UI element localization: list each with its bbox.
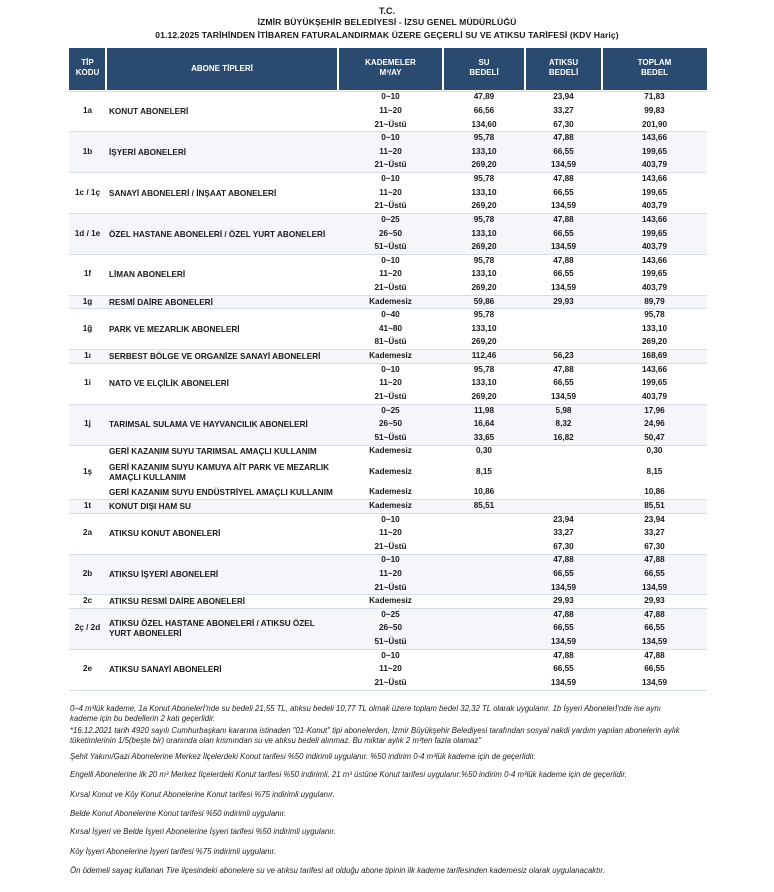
- kademe-cell: 0~10: [381, 133, 400, 143]
- toplam-bedel-cell: 24,96: [644, 419, 665, 429]
- kademe-cell: 0~40: [381, 310, 400, 320]
- atiksu-bedeli-cell: 47,88: [553, 133, 574, 143]
- su-bedeli-cell: 269,20: [471, 201, 497, 211]
- toplam-bedel-cell: 134,59: [641, 582, 668, 592]
- kademe-cell: 51~Üstü: [374, 637, 407, 647]
- atiksu-bedeli-cell: 66,55: [553, 228, 574, 238]
- toplam-bedel-cell: 403,79: [641, 201, 668, 211]
- atiksu-bedeli-cell: 66,55: [553, 664, 574, 674]
- tip-kodu-cell: 1ş: [82, 466, 93, 476]
- group-separator: [69, 499, 707, 500]
- kademe-cell: 21~Üstü: [374, 119, 407, 129]
- kademe-cell: 11~20: [379, 146, 402, 156]
- toplam-bedel-cell: 85,51: [644, 500, 665, 510]
- header-abone-tipleri: ABONE TİPLERİ: [191, 64, 253, 73]
- kademe-cell: Kademesiz: [369, 596, 412, 606]
- note-line: Belde Konut Abonelerine Konut tarifesi %50 indirimli uygulanır.: [70, 809, 287, 818]
- toplam-bedel-cell: 269,20: [641, 337, 668, 347]
- kademe-cell: 0~10: [381, 92, 400, 102]
- toplam-bedel-cell: 199,65: [641, 378, 668, 388]
- toplam-bedel-cell: 66,55: [644, 569, 665, 578]
- kademe-cell: 11~20: [379, 569, 402, 578]
- su-bedeli-cell: 269,20: [471, 391, 497, 401]
- group-separator: [69, 254, 707, 255]
- atiksu-bedeli-cell: 8,32: [555, 419, 572, 429]
- atiksu-bedeli-cell: 134,59: [550, 160, 577, 170]
- toplam-bedel-cell: 0,30: [646, 446, 663, 456]
- atiksu-bedeli-cell: 67,30: [553, 119, 574, 129]
- atiksu-bedeli-cell: 47,88: [553, 255, 574, 265]
- toplam-bedel-cell: 67,30: [644, 541, 665, 551]
- kademe-cell: 21~Üstü: [374, 160, 407, 170]
- note-line: Ön ödemeli sayaç kullanan Tire ilçesindeki abonelere su ve atıksu tarifesi ait olduğu abone tipinin ilk kademe tarifesinden kademesiz olarak uygulanacaktır.: [70, 866, 605, 875]
- atiksu-bedeli-cell: 47,88: [553, 174, 574, 184]
- atiksu-bedeli-cell: 134,59: [550, 282, 577, 292]
- su-bedeli-cell: 269,20: [471, 337, 497, 347]
- atiksu-bedeli-cell: 33,27: [553, 528, 574, 538]
- su-bedeli-cell: 33,65: [473, 432, 495, 442]
- subscriber-type-name: ATIKSU SANAYİ ABONELERİ: [109, 665, 222, 675]
- su-bedeli-cell: 269,20: [471, 160, 497, 170]
- atiksu-bedeli-cell: 66,55: [553, 146, 574, 156]
- subscriber-type-name: TARIMSAL SULAMA VE HAYVANCILIK ABONELERİ: [109, 420, 308, 430]
- su-bedeli-cell: 66,56: [473, 105, 495, 115]
- kademe-cell: 51~Üstü: [374, 242, 407, 252]
- toplam-bedel-cell: 201,90: [641, 119, 668, 129]
- atiksu-bedeli-cell: 23,94: [553, 92, 574, 102]
- group-separator: [69, 608, 707, 609]
- group-separator: [69, 213, 707, 214]
- tip-kodu-cell: 1b: [82, 146, 93, 156]
- tip-kodu-cell: 2a: [82, 528, 93, 538]
- tip-kodu-cell: 1i: [84, 378, 91, 388]
- atiksu-bedeli-cell: 56,23: [553, 351, 574, 361]
- tip-kodu-cell: 1f: [83, 269, 92, 279]
- toplam-bedel-cell: 199,65: [641, 187, 668, 197]
- note-line: Köy İşyeri Abonelerine İşyeri tarifesi %75 indirimli uygulanır.: [70, 847, 277, 856]
- kademe-cell: Kademesiz: [369, 487, 412, 497]
- toplam-bedel-cell: 133,10: [641, 323, 668, 333]
- toplam-bedel-cell: 95,78: [644, 310, 665, 320]
- kademe-cell: 0~10: [381, 364, 400, 374]
- kademe-cell: 0~10: [381, 514, 400, 524]
- tip-kodu-cell: 1ğ: [82, 323, 93, 333]
- kademe-cell: 21~Üstü: [374, 282, 407, 292]
- subscriber-type-name: RESMİ DAİRE ABONELERİ: [109, 297, 213, 307]
- toplam-bedel-cell: 33,27: [644, 528, 665, 538]
- atiksu-bedeli-cell: 47,88: [553, 214, 574, 224]
- kademe-cell: Kademesiz: [369, 351, 412, 361]
- atiksu-bedeli-cell: 66,55: [553, 187, 574, 197]
- kademe-cell: 0~10: [381, 174, 400, 184]
- su-bedeli-cell: 133,10: [471, 187, 497, 197]
- tip-kodu-cell: 2b: [82, 569, 93, 578]
- header-su-bedeli: SU BEDELİ: [469, 58, 499, 77]
- header-tc: T.C.: [378, 6, 395, 16]
- tip-kodu-cell: 1t: [83, 500, 92, 510]
- sub-subscriber-type: GERİ KAZANIM SUYU ENDÜSTRİYEL AMAÇLI KULLANIM: [109, 488, 333, 498]
- atiksu-bedeli-cell: 29,93: [553, 596, 574, 606]
- toplam-bedel-cell: 403,79: [641, 282, 668, 292]
- su-bedeli-cell: 85,51: [473, 500, 495, 510]
- kademe-cell: 11~20: [379, 528, 402, 538]
- toplam-bedel-cell: 17,96: [644, 405, 665, 415]
- kademe-cell: Kademesiz: [369, 446, 412, 456]
- subscriber-type-name: ATIKSU RESMİ DAİRE ABONELERİ: [109, 597, 246, 607]
- subscriber-type-name: KONUT DIŞI HAM SU: [109, 501, 191, 511]
- note-line: Kırsal İşyeri ve Belde İşyeri Abonelerine İşyeri tarifesi %50 indirimli uygulanır.: [70, 827, 336, 836]
- su-bedeli-cell: 133,10: [471, 228, 497, 238]
- sub-subscriber-type: GERİ KAZANIM SUYU KAMUYA AİT PARK VE MEZARLIK AMAÇLI KULLANIM: [109, 462, 330, 482]
- tip-kodu-cell: 1ı: [84, 351, 91, 361]
- su-bedeli-cell: 269,20: [471, 242, 497, 252]
- su-bedeli-cell: 16,64: [473, 419, 495, 429]
- kademe-cell: 0~10: [381, 650, 400, 660]
- kademe-cell: 21~Üstü: [374, 582, 407, 592]
- group-separator: [69, 363, 707, 364]
- su-bedeli-cell: 95,78: [473, 364, 495, 374]
- toplam-bedel-cell: 50,47: [644, 432, 665, 442]
- toplam-bedel-cell: 403,79: [641, 242, 668, 252]
- toplam-bedel-cell: 47,88: [644, 555, 665, 565]
- subscriber-type-name: ATIKSU ÖZEL HASTANE ABONELERİ / ATIKSU ÖZEL YURT ABONELERİ: [109, 619, 315, 639]
- subscriber-type-name: ATIKSU KONUT ABONELERİ: [109, 529, 221, 539]
- group-separator: [69, 295, 707, 296]
- header-kademeler: KADEMELER M³/AY: [365, 58, 416, 77]
- atiksu-bedeli-cell: 134,59: [550, 582, 577, 592]
- toplam-bedel-cell: 134,59: [641, 637, 668, 647]
- toplam-bedel-cell: 199,65: [641, 146, 668, 156]
- header-institution: İZMİR BÜYÜKŞEHİR BELEDİYESİ - İZSU GENEL MÜDÜRLÜĞÜ: [257, 17, 517, 27]
- toplam-bedel-cell: 403,79: [641, 160, 668, 170]
- kademe-cell: 26~50: [379, 419, 402, 429]
- kademe-cell: Kademesiz: [369, 500, 412, 510]
- kademe-cell: 0~10: [381, 555, 400, 565]
- table-bottom-border: [69, 690, 707, 691]
- kademe-cell: 21~Üstü: [374, 677, 407, 687]
- su-bedeli-cell: 95,78: [473, 214, 495, 224]
- su-bedeli-cell: 95,78: [473, 255, 495, 265]
- header-toplam-bedel: TOPLAM BEDEL: [637, 58, 672, 77]
- tip-kodu-cell: 2c: [82, 596, 93, 606]
- toplam-bedel-cell: 403,79: [641, 391, 668, 401]
- subscriber-type-name: ÖZEL HASTANE ABONELERİ / ÖZEL YURT ABONELERİ: [109, 229, 326, 239]
- atiksu-bedeli-cell: 134,59: [550, 201, 577, 211]
- kademe-cell: 0~10: [381, 255, 400, 265]
- atiksu-bedeli-cell: 47,88: [553, 364, 574, 374]
- kademe-cell: 11~20: [379, 269, 402, 279]
- kademe-cell: 0~25: [381, 405, 400, 415]
- subscriber-type-name: SERBEST BÖLGE VE ORGANİZE SANAYİ ABONELERİ: [109, 352, 321, 362]
- tip-kodu-cell: 1c / 1ç: [74, 187, 101, 197]
- su-bedeli-cell: 133,10: [471, 146, 497, 156]
- subscriber-type-name: NATO VE ELÇİLİK ABONELERİ: [109, 379, 229, 389]
- kademe-cell: Kademesiz: [369, 296, 412, 306]
- su-bedeli-cell: 133,10: [471, 269, 497, 279]
- su-bedeli-cell: 95,78: [473, 133, 495, 143]
- atiksu-bedeli-cell: 134,59: [550, 677, 577, 687]
- toplam-bedel-cell: 47,88: [644, 650, 665, 660]
- toplam-bedel-cell: 134,59: [641, 677, 668, 687]
- header-tariff-title: 01.12.2025 TARİHİNDEN İTİBAREN FATURALANDIRMAK ÜZERE GEÇERLİ SU VE ATIKSU TARİFESİ (KDV Hariç): [155, 30, 619, 40]
- kademe-cell: 21~Üstü: [374, 201, 407, 211]
- atiksu-bedeli-cell: 33,27: [553, 105, 574, 115]
- note-line: *16.12.2021 tarih 4920 sayılı Cumhurbaşkanı kararına istinaden "01-Konut" tipi abonelerden, İzmir Büyükşehir Belediyesi tarafından sosyal nakdi yardım yapılan abonelerin aylık: [70, 726, 680, 735]
- su-bedeli-cell: 112,46: [471, 351, 497, 361]
- tip-kodu-cell: 1g: [82, 296, 93, 306]
- atiksu-bedeli-cell: 66,55: [553, 569, 574, 578]
- kademe-cell: 0~25: [381, 609, 400, 619]
- header-atiksu-bedeli: ATIKSU BEDELİ: [548, 58, 579, 77]
- kademe-cell: 81~Üstü: [374, 337, 407, 347]
- toplam-bedel-cell: 199,65: [641, 269, 668, 279]
- note-line: Şehit Yakını/Gazi Abonelerine Merkez İlçelerdeki Konut tarifesi %50 indirimli uygulanır. %50 indirim 0-4 m³lük kademe için de geçerlidir.: [70, 752, 537, 761]
- su-bedeli-cell: 95,78: [473, 174, 495, 184]
- atiksu-bedeli-cell: 47,88: [553, 650, 574, 660]
- toplam-bedel-cell: 47,88: [644, 609, 665, 619]
- note-line: Engelli Abonelerine ilk 20 m³ Merkez İlçelerdeki Konut tarifesi %50 indirimli, 21 m³ üstüne Konut tarifesi uygulanır.%50 indirim 0-4 m³lük kademe için de geçerlidir.: [70, 770, 627, 779]
- kademe-cell: 21~Üstü: [374, 541, 407, 551]
- tip-kodu-cell: 1d / 1e: [74, 228, 101, 238]
- subscriber-type-name: SANAYİ ABONELERİ / İNŞAAT ABONELERİ: [109, 188, 277, 198]
- note-line: 0–4 m³lük kademe, 1a Konut Abonelerİ'nde su bedeli 21,55 TL, atıksu bedeli 10,77 TL olmak üzere toplam bedel 32,32 TL olarak uygulanır. 1b İşyeri Abonelerİ'nde ise aynı: [70, 704, 661, 713]
- atiksu-bedeli-cell: 23,94: [553, 514, 574, 524]
- toplam-bedel-cell: 143,66: [641, 255, 668, 265]
- group-separator: [69, 513, 707, 514]
- subscriber-type-name: LİMAN ABONELERİ: [109, 270, 186, 280]
- atiksu-bedeli-cell: 47,88: [553, 555, 574, 565]
- kademe-cell: 11~20: [379, 187, 402, 197]
- note-line: Kırsal Konut ve Köy Konut Abonelerine Konut tarifesi %75 indirimli uygulanır.: [70, 790, 335, 799]
- su-bedeli-cell: 8,15: [476, 466, 492, 476]
- toplam-bedel-cell: 23,94: [644, 514, 665, 524]
- atiksu-bedeli-cell: 134,59: [550, 242, 577, 252]
- kademe-cell: 26~50: [379, 623, 402, 633]
- kademe-cell: 26~50: [379, 228, 402, 238]
- toplam-bedel-cell: 143,66: [641, 133, 668, 143]
- toplam-bedel-cell: 89,79: [644, 296, 665, 306]
- tip-kodu-cell: 2e: [82, 664, 93, 674]
- note-line: kademe için bu bedellerin 2 katı geçerlidir.: [70, 714, 216, 723]
- sub-subscriber-type: GERİ KAZANIM SUYU TARIMSAL AMAÇLI KULLANIM: [109, 447, 317, 457]
- atiksu-bedeli-cell: 67,30: [553, 541, 574, 551]
- kademe-cell: 51~Üstü: [374, 432, 407, 442]
- atiksu-bedeli-cell: 66,55: [553, 623, 574, 633]
- su-bedeli-cell: 133,10: [471, 323, 497, 333]
- atiksu-bedeli-cell: 134,59: [550, 637, 577, 647]
- kademe-cell: 21~Üstü: [374, 391, 407, 401]
- tip-kodu-cell: 1j: [84, 419, 91, 429]
- toplam-bedel-cell: 66,55: [644, 623, 665, 633]
- header-tip-kodu: TİP KODU: [75, 58, 100, 77]
- su-bedeli-cell: 0,30: [476, 446, 492, 456]
- su-bedeli-cell: 10,86: [473, 487, 495, 497]
- toplam-bedel-cell: 143,66: [641, 174, 668, 184]
- group-separator: [69, 404, 707, 405]
- subscriber-type-name: İŞYERİ ABONELERİ: [109, 147, 187, 157]
- group-separator: [69, 649, 707, 650]
- su-bedeli-cell: 134,60: [471, 119, 497, 129]
- atiksu-bedeli-cell: 134,59: [550, 391, 577, 401]
- atiksu-bedeli-cell: 66,55: [553, 269, 574, 279]
- toplam-bedel-cell: 8,15: [646, 466, 663, 476]
- toplam-bedel-cell: 71,83: [644, 92, 665, 102]
- toplam-bedel-cell: 168,69: [641, 351, 668, 361]
- toplam-bedel-cell: 99,83: [644, 105, 665, 115]
- su-bedeli-cell: 11,98: [473, 405, 495, 415]
- subscriber-type-name: KONUT ABONELERİ: [109, 106, 189, 116]
- toplam-bedel-cell: 199,65: [641, 228, 668, 238]
- toplam-bedel-cell: 66,55: [644, 664, 665, 674]
- note-line: tüketimlerinin 1/5(beşte bir) oranında olan kısmından su ve atıksu bedeli alınmaz. Bu miktar aylık 2 m³ten fazla olamaz": [70, 736, 481, 745]
- kademe-cell: 0~25: [381, 214, 400, 224]
- atiksu-bedeli-cell: 5,98: [555, 405, 572, 415]
- su-bedeli-cell: 95,78: [473, 310, 495, 320]
- subscriber-type-name: ATIKSU İŞYERİ ABONELERİ: [109, 570, 219, 579]
- su-bedeli-cell: 47,89: [473, 92, 495, 102]
- su-bedeli-cell: 59,86: [473, 296, 495, 306]
- su-bedeli-cell: 133,10: [471, 378, 497, 388]
- kademe-cell: 11~20: [379, 378, 402, 388]
- kademe-cell: 11~20: [379, 664, 402, 674]
- toplam-bedel-cell: 10,86: [644, 487, 665, 497]
- toplam-bedel-cell: 29,93: [644, 596, 665, 606]
- toplam-bedel-cell: 143,66: [641, 364, 668, 374]
- kademe-cell: 41~80: [379, 323, 402, 333]
- tip-kodu-cell: 1a: [82, 105, 93, 115]
- atiksu-bedeli-cell: 16,82: [553, 432, 574, 442]
- tip-kodu-cell: 2ç / 2d: [74, 623, 101, 633]
- kademe-cell: 11~20: [379, 105, 402, 115]
- atiksu-bedeli-cell: 66,55: [553, 378, 574, 388]
- kademe-cell: Kademesiz: [369, 466, 412, 476]
- su-bedeli-cell: 269,20: [471, 282, 497, 292]
- toplam-bedel-cell: 143,66: [641, 214, 668, 224]
- atiksu-bedeli-cell: 47,88: [553, 609, 574, 619]
- atiksu-bedeli-cell: 29,93: [553, 296, 574, 306]
- subscriber-type-name: PARK VE MEZARLIK ABONELERİ: [109, 324, 240, 334]
